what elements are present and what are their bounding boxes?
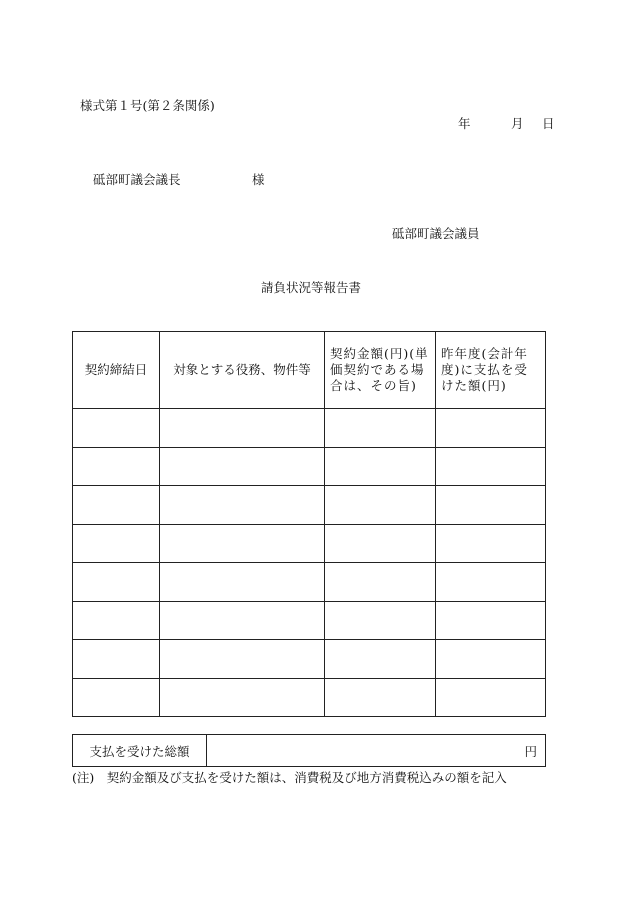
- cell-contract-date[interactable]: [73, 486, 160, 525]
- report-table: [72, 331, 546, 717]
- total-unit: 円: [524, 743, 537, 759]
- cell-subject[interactable]: [160, 640, 325, 679]
- cell-contract-amount[interactable]: [325, 447, 436, 486]
- table-row: [73, 409, 546, 448]
- cell-paid-last-year[interactable]: [436, 640, 546, 679]
- cell-subject[interactable]: [160, 524, 325, 563]
- header-paid-last-year: 昨年度(会計年度)に支払を受けた額(円): [436, 332, 546, 409]
- total-table: [72, 734, 546, 767]
- cell-contract-amount[interactable]: [325, 678, 436, 717]
- table-row: [73, 678, 546, 717]
- table-row: [73, 524, 546, 563]
- cell-subject[interactable]: [160, 447, 325, 486]
- header-contract-date: 契約締結日: [73, 332, 160, 409]
- total-label: 支払を受けた総額: [73, 735, 207, 767]
- table-row: [73, 601, 546, 640]
- table-row: [73, 640, 546, 679]
- cell-paid-last-year[interactable]: [436, 678, 546, 717]
- cell-subject[interactable]: [160, 486, 325, 525]
- date-month: 月: [511, 116, 524, 131]
- header-subject: 対象とする役務、物件等: [160, 332, 325, 409]
- table-row: [73, 486, 546, 525]
- date-year: 年: [458, 116, 471, 131]
- cell-contract-amount[interactable]: [325, 524, 436, 563]
- cell-paid-last-year[interactable]: [436, 563, 546, 602]
- cell-contract-amount[interactable]: [325, 640, 436, 679]
- cell-contract-date[interactable]: [73, 678, 160, 717]
- total-row: [73, 735, 546, 767]
- table-row: [73, 563, 546, 602]
- table-header-row: [73, 332, 546, 409]
- cell-subject[interactable]: [160, 409, 325, 448]
- cell-contract-amount[interactable]: [325, 409, 436, 448]
- cell-contract-amount[interactable]: [325, 563, 436, 602]
- cell-paid-last-year[interactable]: [436, 601, 546, 640]
- cell-paid-last-year[interactable]: [436, 524, 546, 563]
- table-body: [73, 409, 546, 717]
- header-contract-amount: 契約金額(円)(単価契約である場合は、その旨): [325, 332, 436, 409]
- cell-contract-date[interactable]: [73, 640, 160, 679]
- cell-subject[interactable]: [160, 678, 325, 717]
- cell-contract-date[interactable]: [73, 563, 160, 602]
- cell-contract-date[interactable]: [73, 524, 160, 563]
- cell-subject[interactable]: [160, 601, 325, 640]
- cell-paid-last-year[interactable]: [436, 409, 546, 448]
- form-number: 様式第１号(第２条関係): [80, 98, 215, 113]
- cell-contract-amount[interactable]: [325, 601, 436, 640]
- cell-contract-date[interactable]: [73, 409, 160, 448]
- cell-subject[interactable]: [160, 563, 325, 602]
- cell-contract-amount[interactable]: [325, 486, 436, 525]
- cell-contract-date[interactable]: [73, 447, 160, 486]
- sender: 砥部町議会議員: [392, 226, 480, 241]
- document-title: 請負状況等報告書: [261, 280, 362, 295]
- cell-paid-last-year[interactable]: [436, 447, 546, 486]
- total-amount-field[interactable]: [207, 735, 546, 767]
- date-day: 日: [542, 116, 555, 131]
- date-line: [458, 114, 555, 132]
- table-row: [73, 447, 546, 486]
- honorific: 様: [252, 172, 265, 187]
- addressee: 砥部町議会議長: [93, 172, 181, 187]
- cell-paid-last-year[interactable]: [436, 486, 546, 525]
- cell-contract-date[interactable]: [73, 601, 160, 640]
- note: (注) 契約金額及び支払を受けた額は、消費税及び地方消費税込みの額を記入: [72, 770, 507, 785]
